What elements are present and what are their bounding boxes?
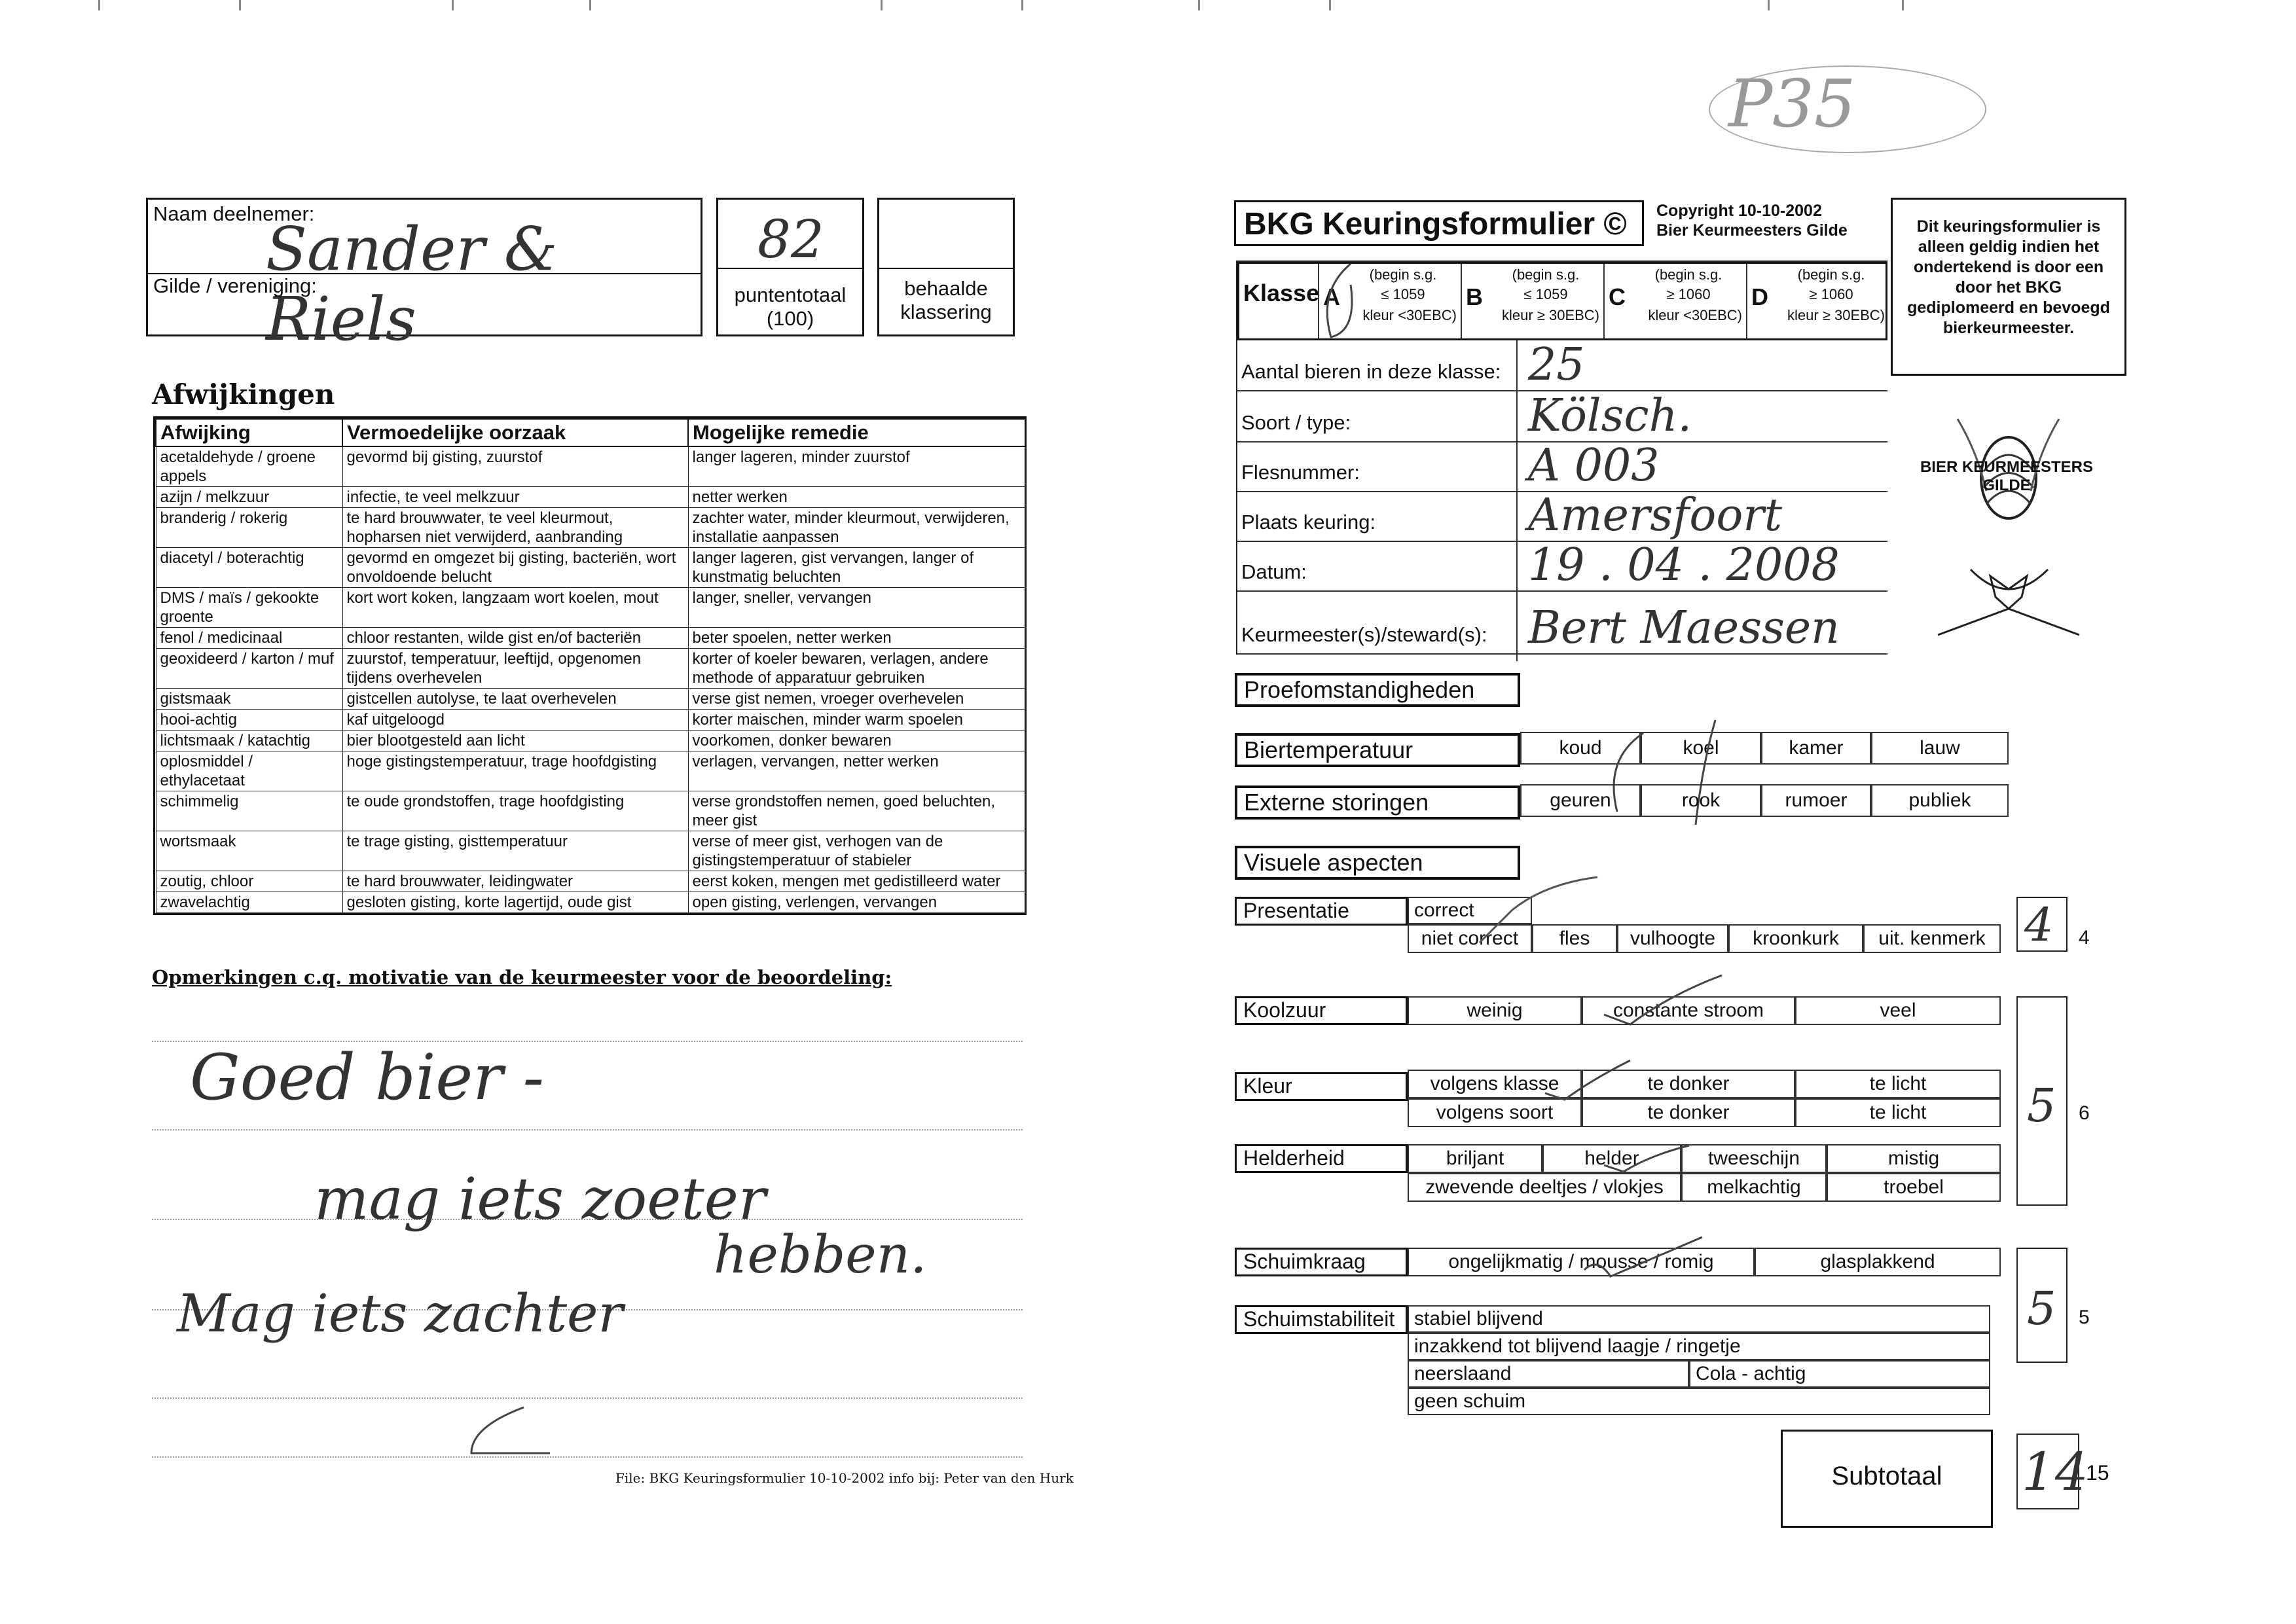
scan-mark bbox=[1902, 0, 1904, 10]
helderheid-mark bbox=[1591, 1139, 1696, 1178]
class-letter: D bbox=[1751, 283, 1768, 310]
table-row bbox=[156, 892, 1025, 913]
kleur-label: Kleur bbox=[1235, 1072, 1408, 1101]
table-cell: infectie, te veel melkzuur bbox=[342, 487, 688, 508]
class-line: ≥ 1060 bbox=[1809, 286, 1853, 302]
field-row bbox=[1237, 340, 1887, 391]
class-letter: C bbox=[1609, 283, 1626, 310]
field-divider bbox=[1516, 340, 1518, 661]
field-value[interactable]: A 003 bbox=[1528, 440, 1660, 492]
table-cell: oplosmiddel / ethylacetaat bbox=[156, 751, 342, 791]
deviations-table bbox=[153, 416, 1027, 915]
kleur-score-box bbox=[2016, 996, 2068, 1206]
points-box bbox=[716, 198, 864, 336]
remarks-line-3: hebben. bbox=[714, 1224, 927, 1285]
class-letter: B bbox=[1466, 283, 1483, 310]
field-value[interactable]: Amersfoort bbox=[1528, 490, 1783, 541]
presentatie-option[interactable]: kroonkurk bbox=[1728, 924, 1863, 953]
table-row bbox=[156, 548, 1025, 588]
klasse-label: Klasse bbox=[1243, 280, 1320, 306]
helderheid-option[interactable]: briljant bbox=[1408, 1144, 1542, 1173]
schuimstab-row-4: Cola - achtig bbox=[1689, 1360, 1990, 1388]
presentatie-option[interactable]: uit. kenmerk bbox=[1863, 924, 2001, 953]
table-cell: hoge gistingstemperatuur, trage hoofdgisting bbox=[342, 751, 688, 791]
table-cell: verse gist nemen, vroeger overhevelen bbox=[688, 689, 1025, 710]
table-row bbox=[156, 731, 1025, 751]
koolzuur-option[interactable]: constante stroom bbox=[1582, 996, 1795, 1025]
validity-box bbox=[1891, 198, 2126, 376]
table-cell: branderig / rokerig bbox=[156, 508, 342, 548]
guild-logo bbox=[1918, 393, 2095, 648]
table-cell: verse grondstoffen nemen, goed beluchten, meer gist bbox=[688, 791, 1025, 831]
presentatie-option[interactable]: vulhoogte bbox=[1617, 924, 1728, 953]
temp-option[interactable]: koel bbox=[1641, 732, 1761, 765]
table-row bbox=[156, 751, 1025, 791]
klasse-row bbox=[1237, 262, 1887, 340]
class-line: kleur <30EBC) bbox=[1648, 307, 1742, 323]
presentatie-option[interactable]: fles bbox=[1532, 924, 1617, 953]
deviations-title: Afwijkingen bbox=[152, 378, 335, 410]
table-row bbox=[156, 710, 1025, 731]
main-form bbox=[1236, 261, 1887, 655]
table-row bbox=[156, 689, 1025, 710]
presentatie-max: 4 bbox=[2079, 927, 2090, 948]
presentatie-label: Presentatie bbox=[1235, 897, 1408, 926]
guild-label: Gilde / vereniging: bbox=[153, 274, 317, 297]
table-cell: eerst koken, mengen met gedistilleerd water bbox=[688, 871, 1025, 892]
schuim-score-box bbox=[2016, 1248, 2068, 1363]
kleur-option[interactable]: te licht bbox=[1795, 1070, 2001, 1098]
field-row bbox=[1237, 539, 1887, 592]
klasse-mark bbox=[1318, 259, 1370, 344]
form-title-box bbox=[1234, 200, 1644, 246]
helderheid-label: Helderheid bbox=[1235, 1144, 1408, 1173]
koolzuur-mark bbox=[1597, 969, 1728, 1028]
scan-mark bbox=[239, 0, 241, 10]
class-line: kleur ≥ 30EBC) bbox=[1501, 307, 1599, 323]
table-cell: zoutig, chloor bbox=[156, 871, 342, 892]
table-cell: kort wort koken, langzaam wort koelen, mout bbox=[342, 588, 688, 628]
table-cell: open gisting, verlengen, vervangen bbox=[688, 892, 1025, 913]
field-label: Flesnummer: bbox=[1241, 461, 1360, 484]
table-cell: gevormd en omgezet bij gisting, bacteriën, wort onvoldoende belucht bbox=[342, 548, 688, 588]
koolzuur-label: Koolzuur bbox=[1235, 996, 1408, 1025]
kleur-max: 6 bbox=[2079, 1102, 2090, 1124]
helderheid-option[interactable]: mistig bbox=[1827, 1144, 2001, 1173]
scan-mark bbox=[98, 0, 100, 10]
presentatie-score-box bbox=[2016, 897, 2068, 952]
schuim-score: 5 bbox=[2027, 1282, 2056, 1335]
field-label: Keurmeester(s)/steward(s): bbox=[1241, 623, 1487, 646]
table-header: Vermoedelijke oorzaak bbox=[342, 419, 688, 446]
class-line: ≥ 1060 bbox=[1666, 286, 1711, 302]
table-cell: te hard brouwwater, leidingwater bbox=[342, 871, 688, 892]
temp-option[interactable]: lauw bbox=[1871, 732, 2009, 765]
schuimstab-row-2: inzakkend tot blijvend laagje / ringetje bbox=[1408, 1333, 1990, 1360]
points-handwritten: 82 bbox=[757, 209, 824, 270]
table-cell: langer lageren, minder zuurstof bbox=[688, 446, 1025, 487]
subtotal-box bbox=[1781, 1430, 1993, 1528]
schuimstab-row-3: neerslaand bbox=[1408, 1360, 1689, 1388]
table-cell: beter spoelen, netter werken bbox=[688, 628, 1025, 649]
temp-option[interactable]: kamer bbox=[1761, 732, 1871, 765]
schuimstab-row-1: stabiel blijvend bbox=[1408, 1305, 1990, 1333]
remarks-line-4: Mag iets zachter bbox=[177, 1283, 623, 1344]
table-cell: verlagen, vervangen, netter werken bbox=[688, 751, 1025, 791]
logo-text: BIER KEURMEESTERS GILDE bbox=[1920, 458, 2094, 494]
table-cell: zachter water, minder kleurmout, verwijderen, installatie aanpassen bbox=[688, 508, 1025, 548]
points-label: puntentotaal bbox=[734, 283, 847, 306]
table-cell: verse of meer gist, verhogen van de gistingstemperatuur of stabieler bbox=[688, 831, 1025, 871]
table-header: Mogelijke remedie bbox=[688, 419, 1025, 446]
table-row bbox=[156, 871, 1025, 892]
class-option-c[interactable] bbox=[1603, 264, 1746, 338]
table-cell: langer lageren, gist vervangen, langer of kunstmatig beluchten bbox=[688, 548, 1025, 588]
table-row bbox=[156, 446, 1025, 487]
table-cell: gistcellen autolyse, te laat overhevelen bbox=[342, 689, 688, 710]
table-cell: gistsmaak bbox=[156, 689, 342, 710]
temp-label: Biertemperatuur bbox=[1235, 733, 1520, 767]
table-cell: geoxideerd / karton / muf bbox=[156, 649, 342, 689]
table-cell: zwavelachtig bbox=[156, 892, 342, 913]
class-line: ≤ 1059 bbox=[1523, 286, 1568, 302]
kleur-option[interactable]: te donker bbox=[1582, 1070, 1795, 1098]
scan-mark bbox=[1021, 0, 1023, 10]
schuimkraag-option[interactable]: glasplakkend bbox=[1755, 1248, 2001, 1276]
table-cell: korter of koeler bewaren, verlagen, andere methode of apparatuur gebruiken bbox=[688, 649, 1025, 689]
participant-handwritten: Sander & Riels bbox=[266, 214, 558, 354]
table-cell: chloor restanten, wilde gist en/of bacteriën bbox=[342, 628, 688, 649]
participant-box bbox=[146, 198, 702, 354]
ranking-label-2: klassering bbox=[900, 300, 992, 323]
kleur-option[interactable]: volgens klasse bbox=[1408, 1070, 1582, 1098]
storing-option[interactable]: rumoer bbox=[1761, 784, 1871, 817]
presentatie-mark bbox=[1440, 871, 1611, 956]
subtotal-score-box bbox=[2016, 1434, 2088, 1509]
class-option-d[interactable] bbox=[1746, 264, 1889, 338]
class-line: kleur <30EBC) bbox=[1362, 307, 1457, 323]
subtotal-max: 15 bbox=[2086, 1461, 2109, 1485]
table-cell: azijn / melkzuur bbox=[156, 487, 342, 508]
kleur-option[interactable]: te licht bbox=[1795, 1098, 2001, 1127]
copyright-line1: Copyright 10-10-2002 bbox=[1656, 202, 1822, 220]
scan-mark bbox=[589, 0, 591, 10]
ranking-label: behaalde bbox=[904, 277, 988, 300]
table-row bbox=[156, 487, 1025, 508]
storing-label: Externe storingen bbox=[1235, 785, 1520, 820]
schuim-max: 5 bbox=[2079, 1307, 2090, 1328]
class-line: ≤ 1059 bbox=[1381, 286, 1425, 302]
helderheid-option[interactable]: zwevende deeltjes / vlokjes bbox=[1408, 1173, 1681, 1202]
remarks-scribble bbox=[458, 1401, 556, 1460]
table-cell: lichtsmaak / katachtig bbox=[156, 731, 342, 751]
field-value[interactable]: 25 bbox=[1528, 339, 1585, 391]
field-row bbox=[1237, 391, 1887, 442]
field-row bbox=[1237, 442, 1887, 492]
field-label: Soort / type: bbox=[1241, 411, 1351, 434]
field-label: Plaats keuring: bbox=[1241, 511, 1376, 533]
storing-option[interactable]: geuren bbox=[1520, 784, 1641, 817]
field-label: Datum: bbox=[1241, 560, 1307, 583]
table-cell: DMS / maïs / gekookte groente bbox=[156, 588, 342, 628]
remarks-title: Opmerkingen c.q. motivatie van de keurmeester voor de beoordeling: bbox=[152, 966, 892, 988]
koolzuur-option[interactable]: weinig bbox=[1408, 996, 1582, 1025]
stamp-handwritten: P35 bbox=[1728, 65, 1856, 142]
table-cell: zuurstof, temperatuur, leeftijd, opgenomen tijdens overhevelen bbox=[342, 649, 688, 689]
proef-title: Proefomstandigheden bbox=[1235, 673, 1520, 707]
table-cell: wortsmaak bbox=[156, 831, 342, 871]
schuimkraag-option[interactable]: ongelijkmatig / mousse / romig bbox=[1408, 1248, 1755, 1276]
table-cell: gesloten gisting, korte lagertijd, oude gist bbox=[342, 892, 688, 913]
scan-mark bbox=[1768, 0, 1770, 10]
visual-title: Visuele aspecten bbox=[1235, 846, 1520, 880]
subtotal-label: Subtotaal bbox=[1831, 1462, 1942, 1490]
table-row bbox=[156, 649, 1025, 689]
schuimstab-label: Schuimstabiliteit bbox=[1235, 1305, 1408, 1334]
subtotal-score: 14 bbox=[2022, 1441, 2088, 1502]
table-cell: te oude grondstoffen, trage hoofdgisting bbox=[342, 791, 688, 831]
remarks-line-1: Goed bier - bbox=[190, 1041, 545, 1114]
table-cell: netter werken bbox=[688, 487, 1025, 508]
scan-mark bbox=[452, 0, 454, 10]
table-cell: fenol / medicinaal bbox=[156, 628, 342, 649]
table-cell: voorkomen, donker bewaren bbox=[688, 731, 1025, 751]
table-cell: te trage gisting, gisttemperatuur bbox=[342, 831, 688, 871]
field-value[interactable]: Kölsch. bbox=[1528, 390, 1692, 442]
kleur-mark bbox=[1532, 1054, 1637, 1106]
presentatie-score: 4 bbox=[2024, 898, 2054, 952]
field-row bbox=[1237, 592, 1887, 655]
kleur-score: 5 bbox=[2027, 1079, 2056, 1132]
scan-mark bbox=[881, 0, 883, 10]
table-cell: te hard brouwwater, te veel kleurmout, hopharsen niet verwijderd, aanbranding bbox=[342, 508, 688, 548]
storing-option[interactable]: rook bbox=[1641, 784, 1761, 817]
table-row bbox=[156, 628, 1025, 649]
schuimkraag-mark bbox=[1571, 1231, 1709, 1283]
schuimstab-row-5: geen schuim bbox=[1408, 1388, 1990, 1415]
table-cell: acetaldehyde / groene appels bbox=[156, 446, 342, 487]
helderheid-option[interactable]: troebel bbox=[1827, 1173, 2001, 1202]
presentatie-option[interactable]: niet correct bbox=[1408, 924, 1532, 953]
field-label: Aantal bieren in deze klasse: bbox=[1241, 360, 1501, 383]
points-max-label: (100) bbox=[766, 307, 814, 330]
koolzuur-option[interactable]: veel bbox=[1795, 996, 2001, 1025]
table-header: Afwijking bbox=[156, 419, 342, 446]
table-cell: diacetyl / boterachtig bbox=[156, 548, 342, 588]
field-value[interactable]: Bert Maessen bbox=[1528, 602, 1840, 654]
table-cell: bier blootgesteld aan licht bbox=[342, 731, 688, 751]
table-row bbox=[156, 588, 1025, 628]
field-value[interactable]: 19 . 04 . 2008 bbox=[1528, 539, 1840, 591]
ranking-box bbox=[877, 198, 1015, 336]
table-cell: langer, sneller, vervangen bbox=[688, 588, 1025, 628]
table-row bbox=[156, 508, 1025, 548]
remarks-line-2: mag iets zoeter bbox=[314, 1165, 766, 1233]
scan-mark bbox=[1198, 0, 1200, 10]
guild-logo-icon bbox=[1918, 393, 2095, 648]
helderheid-option[interactable]: melkachtig bbox=[1681, 1173, 1827, 1202]
table-row bbox=[156, 791, 1025, 831]
form-title: BKG Keuringsformulier © bbox=[1244, 207, 1627, 242]
table-cell: schimmelig bbox=[156, 791, 342, 831]
presentatie-correct: correct bbox=[1408, 897, 1532, 924]
field-row bbox=[1237, 492, 1887, 542]
class-option-b[interactable] bbox=[1461, 264, 1603, 338]
kleur-option[interactable]: volgens soort bbox=[1408, 1098, 1582, 1127]
storing-option[interactable]: publiek bbox=[1871, 784, 2009, 817]
class-line: (begin s.g. bbox=[1512, 266, 1580, 283]
helderheid-option[interactable]: tweeschijn bbox=[1681, 1144, 1827, 1173]
kleur-option[interactable]: te donker bbox=[1582, 1098, 1795, 1127]
table-cell: kaf uitgeloogd bbox=[342, 710, 688, 731]
class-line: (begin s.g. bbox=[1797, 266, 1865, 283]
class-letter: A bbox=[1323, 283, 1340, 310]
table-cell: korter maischen, minder warm spoelen bbox=[688, 710, 1025, 731]
copyright-line2: Bier Keurmeesters Gilde bbox=[1656, 221, 1848, 240]
table-cell: gevormd bij gisting, zuurstof bbox=[342, 446, 688, 487]
class-line: (begin s.g. bbox=[1654, 266, 1722, 283]
schuimkraag-label: Schuimkraag bbox=[1235, 1248, 1408, 1276]
scan-mark bbox=[1329, 0, 1331, 10]
helderheid-option[interactable]: helder bbox=[1542, 1144, 1681, 1173]
file-footer: File: BKG Keuringsformulier 10-10-2002 info bij: Peter van den Hurk bbox=[615, 1470, 1074, 1486]
participant-label: Naam deelnemer: bbox=[153, 202, 315, 225]
validity-note: Dit keuringsformulier is alleen geldig indien het ondertekend is door een door het BKG gediplomeerd en bevoegd bierkeurmeester. bbox=[1907, 217, 2110, 337]
class-line: (begin s.g. bbox=[1369, 266, 1437, 283]
class-line: kleur ≥ 30EBC) bbox=[1787, 307, 1885, 323]
table-row bbox=[156, 831, 1025, 871]
temp-option[interactable]: koud bbox=[1520, 732, 1641, 765]
table-cell: hooi-achtig bbox=[156, 710, 342, 731]
